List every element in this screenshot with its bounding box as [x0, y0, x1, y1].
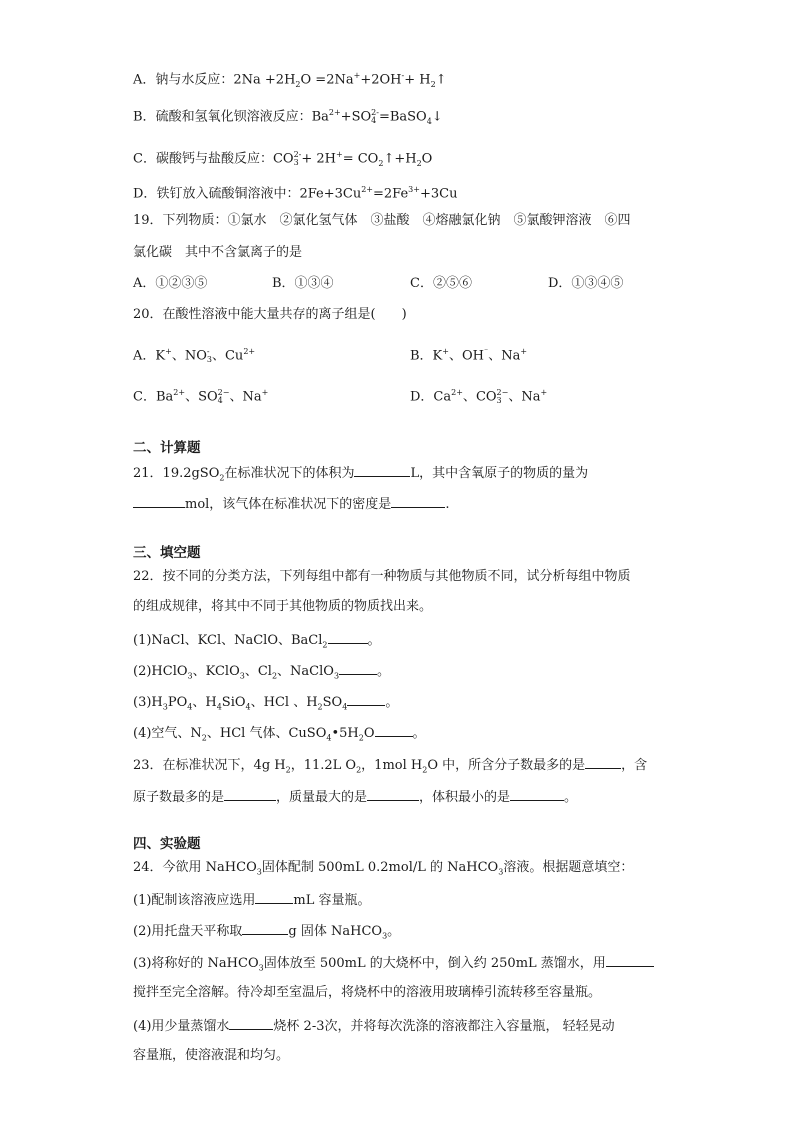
option-label: A．	[133, 72, 156, 88]
subscript: 4	[216, 702, 222, 712]
subscript: 4	[326, 733, 332, 743]
q22-stem-line2: 的组成规律，将其中不同于其他物质的物质找出来。	[133, 599, 433, 614]
question-text: ，体积最小的是	[419, 790, 511, 805]
section-title-fill-in: 三、填空题	[133, 545, 201, 561]
q20-option-c	[133, 384, 268, 406]
subscript: 2	[422, 765, 428, 775]
question-text: (3)H	[133, 695, 163, 710]
question-text: 、H	[192, 695, 217, 710]
option-text: 硫酸和氢氧化钡溶液反应：Ba	[155, 109, 329, 125]
section-title-calculation: 二、计算题	[133, 440, 201, 456]
ion-text: Na	[242, 389, 262, 405]
option-text: 铁钉放入硫酸铜溶液中：2Fe+3Cu	[156, 186, 362, 202]
question-text: 21．19.2gSO	[133, 466, 220, 481]
option-label: C．	[133, 151, 156, 167]
question-text: 。	[387, 924, 401, 939]
question-text: 在标准状况下的体积为	[224, 466, 355, 481]
option-text: + H	[404, 72, 431, 88]
answer-blank[interactable]	[229, 1016, 273, 1030]
q19-option-c: C．②⑤⑥	[410, 276, 472, 291]
superscript: ⁻	[483, 347, 489, 356]
superscript: +	[261, 388, 269, 397]
subscript: 3	[498, 867, 504, 877]
answer-blank[interactable]	[354, 463, 410, 477]
subscript: 2	[358, 733, 364, 743]
q19-option-b: B．①③④	[272, 276, 334, 291]
subscript: 3	[382, 931, 388, 941]
q24-part1	[133, 890, 371, 910]
q19-option-a: A．①②③⑤	[133, 276, 208, 291]
subscript: 2	[201, 733, 207, 743]
q19-option-d: D．①③④⑤	[548, 276, 624, 291]
option-label: A．K	[133, 348, 166, 364]
q18-option-c	[133, 146, 432, 173]
answer-blank[interactable]	[133, 494, 185, 508]
q22-stem-line1: 22．按不同的分类方法，下列每组中都有一种物质与其他物质不同，试分析每组中物质	[133, 569, 631, 584]
q23-line1	[133, 755, 647, 780]
subscript: 2	[430, 79, 436, 89]
question-text: SO	[322, 695, 343, 710]
q24-stem	[133, 859, 633, 882]
subscript: 4	[342, 702, 348, 712]
sup-sub-stack	[497, 389, 509, 405]
q24-part2	[133, 921, 400, 946]
answer-blank[interactable]	[328, 630, 368, 644]
superscript: +	[442, 347, 449, 356]
separator: 、	[185, 389, 199, 405]
q18-option-a	[133, 67, 447, 94]
option-label: D．	[133, 186, 157, 202]
question-text: 、NaClO	[277, 664, 334, 679]
separator: 、	[229, 389, 243, 405]
superscript: 2+	[451, 388, 463, 397]
question-text: g 固体 NaHCO	[288, 924, 383, 939]
q20-option-b	[410, 343, 527, 365]
superscript: +	[336, 150, 343, 159]
q20-stem: 20．在酸性溶液中能大量共存的离子组是( )	[133, 307, 407, 322]
q18-option-b	[133, 104, 443, 131]
q20-option-a	[133, 343, 255, 365]
subscript: 2	[219, 473, 225, 483]
q22-part2	[133, 661, 390, 686]
sup-sub-stack	[218, 389, 230, 405]
option-label: D．Ca	[410, 389, 452, 405]
answer-blank[interactable]	[255, 890, 293, 904]
ion-text: CO	[475, 389, 497, 405]
superscript: +	[520, 347, 528, 356]
question-text: O	[363, 726, 375, 741]
separator: 、	[462, 389, 476, 405]
question-text: (1)NaCl、KCl、NaClO、BaCl	[133, 633, 323, 648]
option-text: +SO	[340, 109, 372, 125]
option-label: C．Ba	[133, 389, 174, 405]
question-text: 溶液。根据题意填空：	[503, 860, 634, 875]
subscript: 3	[187, 671, 193, 681]
subscript: 2	[322, 640, 328, 650]
option-text: +3Cu	[419, 186, 458, 202]
option-text: O =2Na	[300, 72, 354, 88]
ion-text: Na	[501, 348, 521, 364]
separator: 、	[448, 348, 462, 364]
subscript: 3	[258, 963, 264, 973]
q24-part3-line1	[133, 953, 654, 978]
question-text: (1)配制该溶液应选用	[133, 893, 256, 908]
question-text: 、Cl	[244, 664, 272, 679]
question-text: 。	[377, 664, 391, 679]
option-text: = CO	[342, 151, 379, 167]
subscript: 2	[271, 671, 278, 681]
answer-blank[interactable]	[585, 755, 621, 769]
option-text: ↑	[435, 72, 447, 88]
q19-stem-line1: 19．下列物质：①氯水 ②氯化氢气体 ③盐酸 ④熔融氯化钠 ⑤氯酸钾溶液 ⑥四	[133, 213, 631, 228]
superscript: -	[206, 346, 210, 356]
q18-option-d	[133, 181, 457, 203]
question-text: mol，该气体在标准状况下的密度是	[185, 497, 392, 512]
subscript: 4	[187, 702, 193, 712]
question-text: PO	[167, 695, 188, 710]
answer-blank[interactable]	[339, 661, 377, 675]
subscript: 2	[317, 702, 323, 712]
question-text: 。	[412, 726, 426, 741]
question-text: 。	[564, 790, 578, 805]
superscript: 2+	[243, 347, 256, 356]
q22-part1	[133, 630, 381, 655]
question-text: L，其中含氧原子的物质的量为	[410, 466, 589, 481]
separator: 、	[508, 389, 522, 405]
question-text: ，1mol H	[361, 758, 423, 773]
option-text: ↑+H	[383, 151, 417, 167]
superscript: 3+	[408, 185, 420, 194]
ion-text: Na	[521, 389, 541, 405]
q20-option-d	[410, 384, 547, 406]
question-text: 固体配制 500mL 0.2mol/L 的 NaHCO	[261, 860, 499, 875]
superscript: -	[401, 71, 405, 80]
superscript: 2+	[361, 185, 373, 194]
answer-blank[interactable]	[367, 787, 419, 801]
subscript: 2	[356, 765, 362, 775]
ion-text: Cu	[224, 348, 244, 364]
q23-line2	[133, 787, 577, 807]
question-text: .	[445, 497, 450, 512]
question-text: ，11.2L O	[290, 758, 357, 773]
question-text: SiO	[221, 695, 246, 710]
subscript: 4	[245, 702, 251, 712]
subscript: 3	[293, 157, 299, 167]
superscript: 2+	[328, 108, 341, 117]
superscript: +	[353, 71, 361, 80]
superscript: 2+	[173, 388, 186, 397]
superscript: 2-	[371, 107, 379, 117]
option-text: +2OH	[360, 72, 402, 88]
question-text: (2)用托盘天平称取	[133, 924, 243, 939]
option-text: O	[421, 151, 433, 167]
subscript: 3	[162, 702, 168, 712]
question-text: ，质量最大的是	[276, 790, 368, 805]
answer-blank[interactable]	[510, 787, 564, 801]
subscript: 2	[285, 765, 291, 775]
question-text: (2)HClO	[133, 664, 188, 679]
question-text: ，含	[621, 758, 648, 773]
subscript: 2	[295, 79, 301, 89]
option-text: 碳酸钙与盐酸反应：CO	[155, 151, 294, 167]
question-text: 24．今欲用 NaHCO	[133, 860, 257, 875]
option-text: + 2H	[301, 151, 336, 167]
subscript: 4	[217, 395, 223, 405]
superscript: 2−	[217, 387, 230, 397]
separator: 、	[171, 348, 185, 364]
option-label: B．	[133, 109, 156, 125]
separator: 、	[211, 348, 225, 364]
section-title-experiment: 四、实验题	[133, 836, 201, 852]
q24-part4-line2: 容量瓶，使溶液混和均匀。	[133, 1048, 290, 1063]
question-text: (4)用少量蒸馏水	[133, 1019, 230, 1034]
subscript: 2	[416, 158, 422, 168]
separator: 、	[488, 348, 502, 364]
question-text: 固体放至 500mL 的大烧杯中，倒入约 250mL 蒸馏水，用	[263, 956, 606, 971]
ion-text: OH	[461, 348, 484, 364]
sup-sub-stack	[371, 109, 379, 125]
option-text: ↓	[431, 109, 443, 125]
superscript: 2−	[496, 387, 509, 397]
q21-line1	[133, 463, 588, 488]
subscript: 3	[256, 867, 262, 877]
question-text: •5H	[331, 726, 359, 741]
option-label: B．K	[410, 348, 443, 364]
q21-line2	[133, 494, 449, 514]
question-text: 。	[367, 633, 381, 648]
question-text: 、HCl 、H	[250, 695, 318, 710]
superscript: +	[540, 388, 548, 397]
question-text: 原子数最多的是	[133, 790, 225, 805]
subscript: 4	[426, 116, 432, 126]
question-text: O 中，所含分子数最多的是	[427, 758, 586, 773]
subscript: 4	[371, 115, 377, 125]
option-text: =BaSO	[378, 109, 427, 125]
question-text: 、HCl 气体、CuSO	[206, 726, 327, 741]
subscript: 2	[378, 158, 384, 168]
option-text: =2Fe	[373, 186, 409, 202]
subscript: 3	[333, 671, 340, 681]
subscript: 3	[496, 395, 502, 405]
subscript: 3	[206, 354, 212, 364]
ion-text: NO	[184, 348, 207, 364]
option-text: 钠与水反应：2Na +2H	[155, 72, 296, 88]
answer-blank[interactable]	[375, 723, 413, 737]
ion-text: SO	[198, 389, 218, 405]
question-text: mL 容量瓶。	[293, 893, 371, 908]
question-text: (3)将称好的 NaHCO	[133, 956, 259, 971]
q22-part3	[133, 692, 398, 717]
answer-blank[interactable]	[606, 953, 654, 967]
subscript: 3	[239, 671, 245, 681]
question-text: 、KClO	[192, 664, 240, 679]
question-text: 烧杯 2-3次，并将每次洗涤的溶液都注入容量瓶， 轻轻晃动	[273, 1019, 615, 1034]
answer-blank[interactable]	[391, 494, 445, 508]
superscript: 2-	[293, 149, 302, 159]
superscript: +	[165, 347, 172, 356]
q24-part3-line2: 搅拌至完全溶解。待冷却至室温后，将烧杯中的溶液用玻璃棒引流转移至容量瓶。	[133, 985, 602, 1000]
answer-blank[interactable]	[224, 787, 276, 801]
answer-blank[interactable]	[347, 692, 385, 706]
q19-stem-line2: 氯化碳 其中不含氯离子的是	[133, 245, 303, 260]
question-text: 23．在标准状况下，4g H	[133, 758, 286, 773]
q22-part4	[133, 723, 426, 748]
question-text: (4)空气、N	[133, 726, 202, 741]
q24-part4-line1	[133, 1016, 615, 1036]
answer-blank[interactable]	[242, 921, 288, 935]
question-text: 。	[385, 695, 399, 710]
